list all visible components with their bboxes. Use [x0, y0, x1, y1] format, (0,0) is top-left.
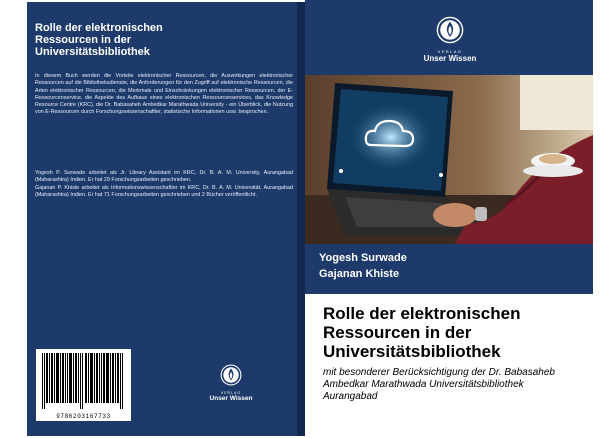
- subtitle-line-1: mit besonderer Berücksichtigung der Dr. Babasaheb: [323, 367, 555, 378]
- front-header-band: [305, 0, 593, 75]
- subtitle-line-2: Ambedkar Marathwada Universitätsbibliothek: [323, 379, 524, 390]
- back-title-line-1: Rolle der elektronischen: [35, 22, 163, 34]
- publisher-logo-front: [418, 16, 482, 63]
- author-bios: [35, 170, 293, 199]
- front-title-line-3: Universitätsbibliothek: [323, 342, 501, 361]
- isbn-number: 9786203167733: [56, 413, 111, 420]
- back-title-line-3: Universitätsbibliothek: [35, 46, 150, 58]
- publisher-logo-back: [201, 364, 261, 402]
- author-name-2: Gajanan Khiste: [319, 268, 400, 280]
- back-cover-title: [35, 22, 275, 58]
- back-title-line-2: Ressourcen in der: [35, 34, 131, 46]
- lamp-logo-icon: [436, 16, 464, 44]
- front-cover-title: [323, 304, 585, 361]
- publisher-verlag-front: VERLAG: [437, 49, 463, 54]
- publisher-name-back: Unser Wissen: [209, 395, 253, 402]
- authors-band: [305, 244, 593, 294]
- cover-photo-laptop-cloud: [305, 75, 593, 244]
- publisher-verlag-back: VERLAG: [220, 391, 242, 395]
- front-title-line-2: Ressourcen in der: [323, 323, 472, 342]
- publisher-name-front: Unser Wissen: [423, 54, 477, 63]
- front-cover: [305, 0, 593, 438]
- subtitle-line-3: Aurangabad: [323, 391, 378, 402]
- barcode-icon: [40, 353, 127, 409]
- lamp-logo-icon: [220, 364, 242, 386]
- isbn-barcode: [36, 349, 131, 421]
- author-bio-2: Gajanan P. Khiste arbeitet als Informationswissenschaftler im KRC, Dr. B. A. M. Universität, Aurangabad (Maharashtra) Indien. Er hat 71 Forschungsarbeiten geschrieben und 2 Bücher veröffentlicht.: [35, 184, 293, 198]
- front-cover-subtitle: [323, 367, 585, 403]
- author-name-1: Yogesh Surwade: [319, 252, 407, 264]
- author-bio-1: Yogesh P. Surwade arbeitet als Jr. Library Assistant im KRC, Dr. B. A. M. University, Aurangabad (Maharashtra) Indien. Er hat 29 Forschungsarbeiten geschrieben.: [35, 170, 293, 184]
- front-title-line-1: Rolle der elektronischen: [323, 304, 521, 323]
- book-spine: [297, 2, 305, 436]
- book-description: In diesem Buch werden die Vorteile elektronischer Ressourcen, die Auswirkungen elektronischer Ressourcen auf die Bibliotheksdienste, die Anforderungen für den Zugriff auf elektronische Ressourcen, die Arten elektronischer Ressourcen, die Merkmale und Einschränkungen elektronischer Ressourcen, der E-Ressourcenservice, die Aspekte des Aufbaus eines elektronischen Ressourcenservices, das Knowledge Resource Centre (KRC), die Dr. Babasaheb Ambedkar Marathwada University - ein Überblick, die Nutzung von E-Ressourcen durch Forschungswissenschaftler, statistische Informationen usw. besprochen.: [35, 73, 293, 116]
